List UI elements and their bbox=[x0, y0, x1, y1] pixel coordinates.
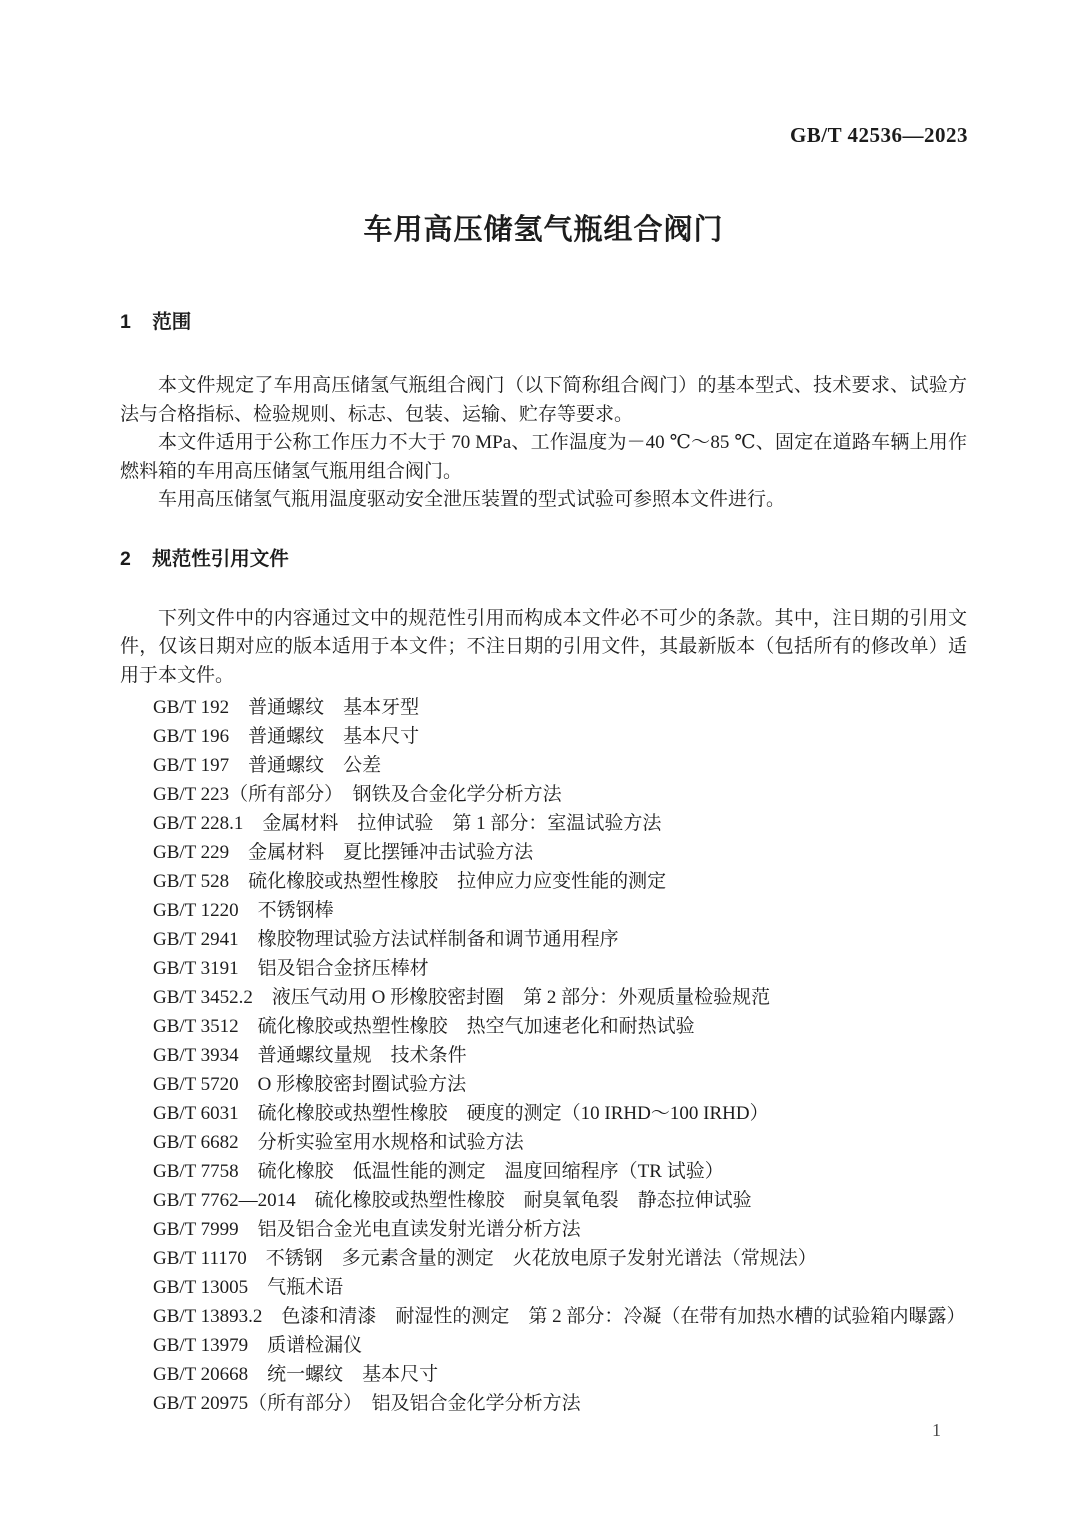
reference-item: GB/T 7758 硫化橡胶 低温性能的测定 温度回缩程序（TR 试验） bbox=[153, 1161, 724, 1182]
reference-item: GB/T 528 硫化橡胶或热塑性橡胶 拉伸应力应变性能的测定 bbox=[153, 871, 667, 892]
section-number: 1 bbox=[120, 311, 131, 333]
reference-item: GB/T 229 金属材料 夏比摆锤冲击试验方法 bbox=[153, 842, 534, 863]
section-scope bbox=[120, 310, 967, 515]
reference-item: GB/T 197 普通螺纹 公差 bbox=[153, 755, 382, 776]
section-title: 规范性引用文件 bbox=[152, 547, 289, 570]
reference-item: GB/T 6031 硫化橡胶或热塑性橡胶 硬度的测定（10 IRHD～100 IRHD） bbox=[153, 1103, 769, 1124]
reference-item: GB/T 20975（所有部分） 铝及铝合金化学分析方法 bbox=[153, 1393, 581, 1414]
section-title: 范围 bbox=[152, 311, 192, 333]
reference-item: GB/T 228.1 金属材料 拉伸试验 第 1 部分：室温试验方法 bbox=[153, 813, 662, 834]
standard-number: GB/T 42536—2023 bbox=[789, 123, 968, 147]
section-normative-references bbox=[120, 547, 967, 1419]
paragraph: 下列文件中的内容通过文中的规范性引用而构成本文件必不可少的条款。其中，注日期的引用文件，仅该日期对应的版本适用于本文件；不注日期的引用文件，其最新版本（包括所有的修改单）适用于本文件。 bbox=[120, 607, 967, 686]
reference-item: GB/T 7999 铝及铝合金光电直读发射光谱分析方法 bbox=[153, 1219, 581, 1240]
section-scope-heading bbox=[120, 310, 967, 334]
page-number: 1 bbox=[932, 1420, 941, 1440]
section-normative-references-body bbox=[120, 605, 967, 691]
page-content bbox=[120, 310, 967, 1418]
reference-item: GB/T 13893.2 色漆和清漆 耐湿性的测定 第 2 部分：冷凝（在带有加热水槽的试验箱内曝露） bbox=[153, 1306, 966, 1327]
reference-item: GB/T 192 普通螺纹 基本牙型 bbox=[153, 697, 420, 718]
reference-item: GB/T 6682 分析实验室用水规格和试验方法 bbox=[153, 1132, 524, 1153]
document-title: 车用高压储氢气瓶组合阀门 bbox=[363, 214, 724, 246]
reference-item: GB/T 3452.2 液压气动用 O 形橡胶密封圈 第 2 部分：外观质量检验规范 bbox=[153, 987, 771, 1008]
reference-item: GB/T 1220 不锈钢棒 bbox=[153, 900, 334, 921]
reference-item: GB/T 223（所有部分） 钢铁及合金化学分析方法 bbox=[153, 784, 562, 805]
paragraph: 本文件适用于公称工作压力不大于 70 MPa、工作温度为－40 ℃～85 ℃、固定在道路车辆上用作燃料箱的车用高压储氢气瓶用组合阀门。 bbox=[120, 432, 967, 482]
section-scope-body bbox=[120, 372, 967, 515]
reference-item: GB/T 11170 不锈钢 多元素含量的测定 火花放电原子发射光谱法（常规法） bbox=[153, 1248, 817, 1269]
paragraph: 本文件规定了车用高压储氢气瓶组合阀门（以下简称组合阀门）的基本型式、技术要求、试验方法与合格指标、检验规则、标志、包装、运输、贮存等要求。 bbox=[120, 375, 967, 425]
paragraph: 车用高压储氢气瓶用温度驱动安全泄压装置的型式试验可参照本文件进行。 bbox=[158, 489, 786, 510]
reference-item: GB/T 3191 铝及铝合金挤压棒材 bbox=[153, 958, 429, 979]
reference-item: GB/T 2941 橡胶物理试验方法试样制备和调节通用程序 bbox=[153, 929, 619, 950]
reference-item: GB/T 3934 普通螺纹量规 技术条件 bbox=[153, 1045, 467, 1066]
reference-item: GB/T 13979 质谱检漏仪 bbox=[153, 1335, 363, 1356]
reference-item: GB/T 196 普通螺纹 基本尺寸 bbox=[153, 726, 420, 747]
section-normative-references-heading bbox=[120, 547, 967, 571]
reference-list bbox=[120, 693, 967, 1418]
reference-item: GB/T 13005 气瓶术语 bbox=[153, 1277, 344, 1298]
reference-item: GB/T 7762—2014 硫化橡胶或热塑性橡胶 耐臭氧龟裂 静态拉伸试验 bbox=[153, 1190, 752, 1211]
reference-item: GB/T 5720 O 形橡胶密封圈试验方法 bbox=[153, 1074, 467, 1095]
reference-item: GB/T 20668 统一螺纹 基本尺寸 bbox=[153, 1364, 439, 1385]
section-number: 2 bbox=[120, 547, 131, 570]
reference-item: GB/T 3512 硫化橡胶或热塑性橡胶 热空气加速老化和耐热试验 bbox=[153, 1016, 695, 1037]
